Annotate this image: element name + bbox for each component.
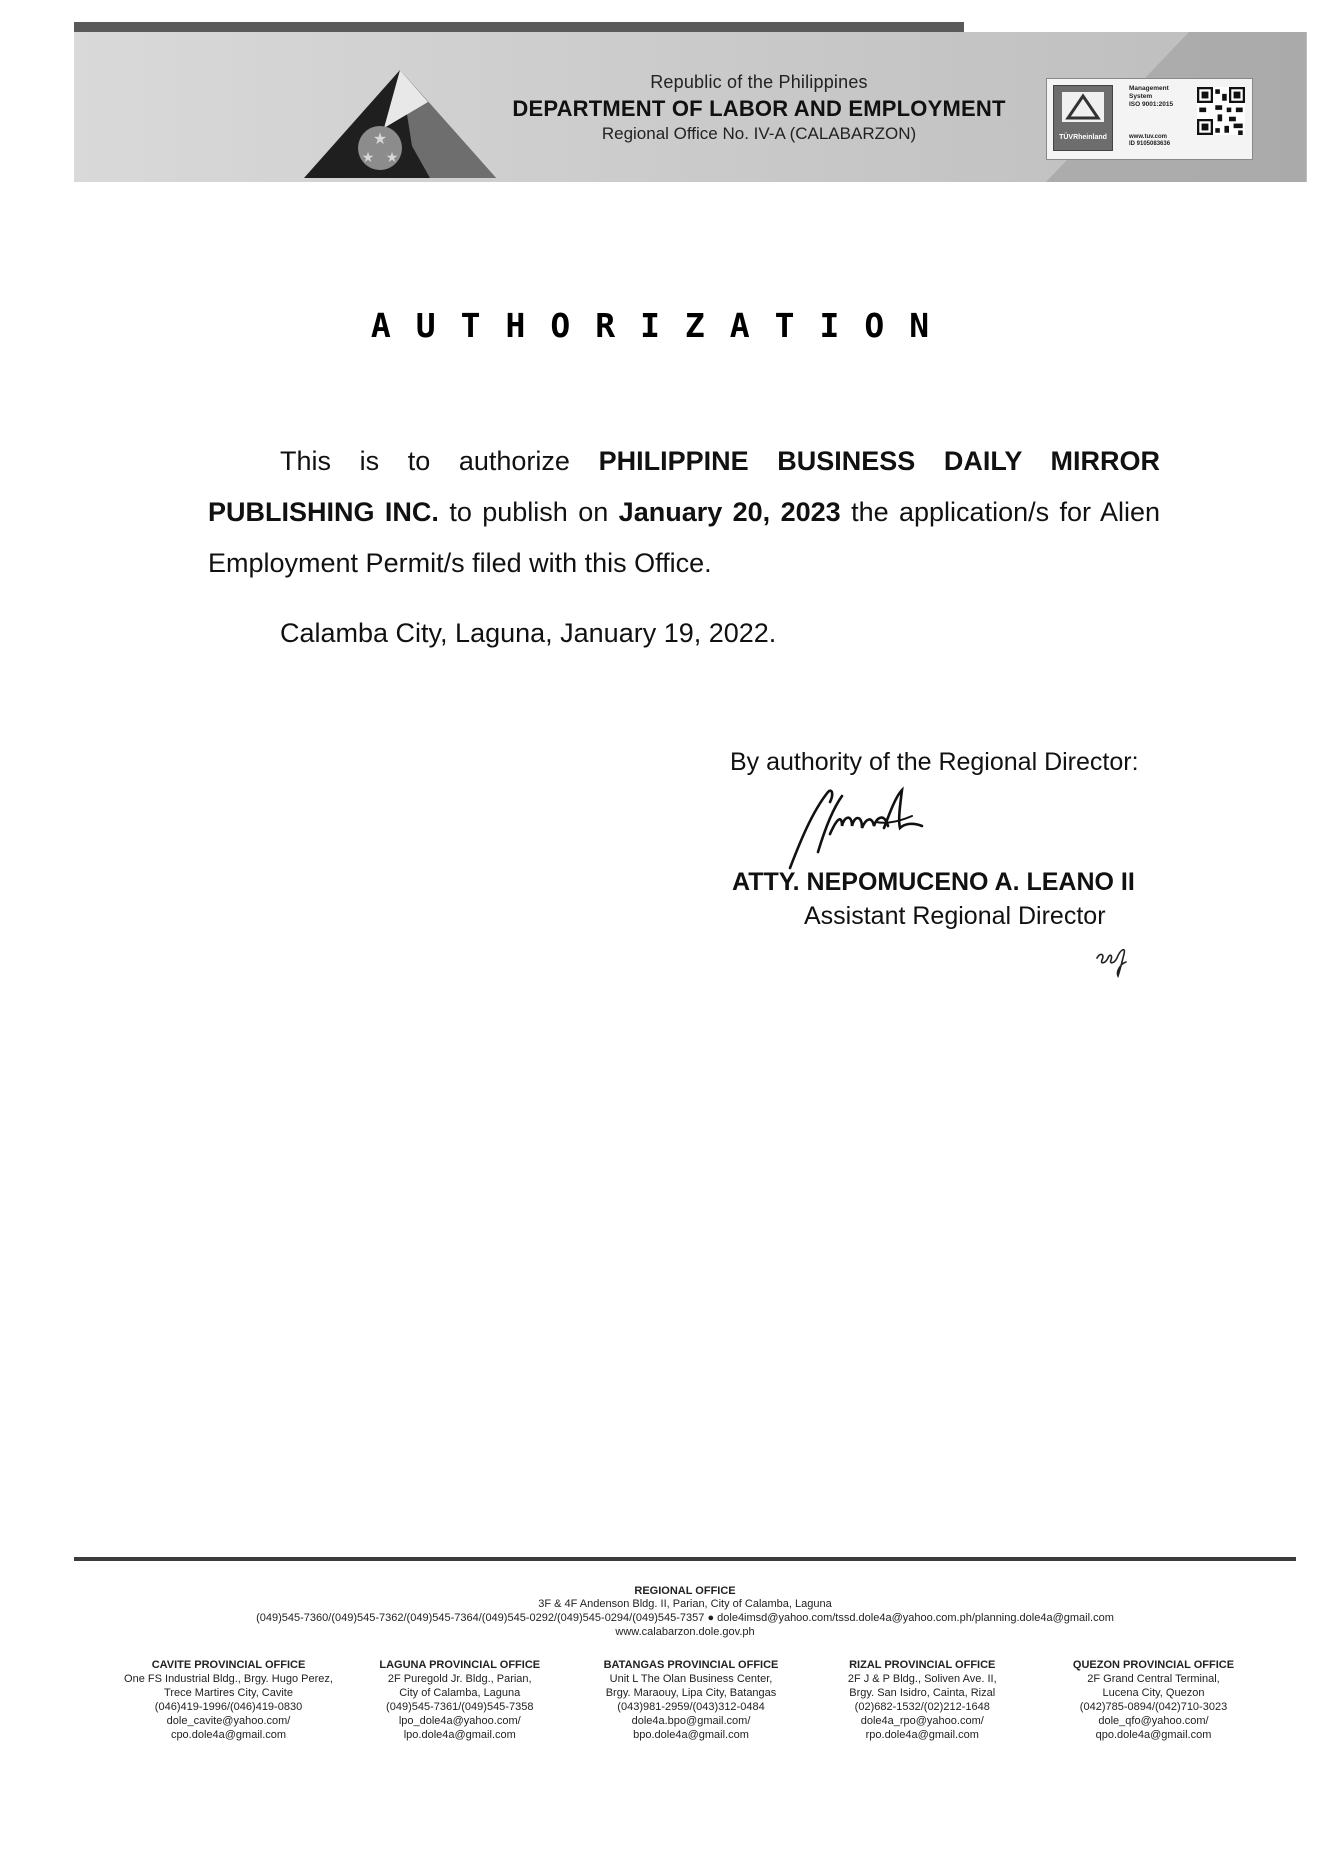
- regional-office-block: [74, 1585, 1296, 1639]
- provincial-office-line: (043)981-2959/(043)312-0484: [617, 1701, 765, 1713]
- provincial-office-line: (02)682-1532/(02)212-1648: [854, 1701, 990, 1713]
- provincial-office-line: City of Calamba, Laguna: [399, 1687, 521, 1699]
- tuv-triangle-icon: [1054, 86, 1112, 128]
- cert-url: [1129, 134, 1170, 148]
- provincial-office-line: (042)785-0894/(042)710-3023: [1079, 1701, 1228, 1713]
- tuv-mark: [1053, 85, 1113, 151]
- provincial-office-line: rpo.dole4a@gmail.com: [865, 1729, 979, 1741]
- qr-code-icon: [1197, 87, 1245, 135]
- para-suffix: the application/s for Alien Employment Permit/s filed with this Office.: [208, 497, 1160, 578]
- regional-office-title: REGIONAL OFFICE: [634, 1585, 736, 1597]
- provincial-office-line: 2F J & P Bldg., Soliven Ave. II,: [847, 1673, 997, 1685]
- provincial-office-name: BATANGAS PROVINCIAL OFFICE: [603, 1659, 779, 1671]
- provincial-office-name: RIZAL PROVINCIAL OFFICE: [849, 1659, 996, 1671]
- iso-certification-badge: [1046, 78, 1253, 160]
- provincial-office-line: qpo.dole4a@gmail.com: [1095, 1729, 1212, 1741]
- authorization-paragraph: [208, 436, 1160, 589]
- company-name: PHILIPPINE BUSINESS DAILY MIRROR PUBLISHING INC.: [208, 446, 1160, 527]
- provincial-office-line: Unit L The Olan Business Center,: [609, 1673, 773, 1685]
- cert-url-line: www.tuv.com: [1129, 134, 1168, 140]
- provincial-office-line: lpo.dole4a@gmail.com: [403, 1729, 516, 1741]
- provincial-office-line: bpo.dole4a@gmail.com: [633, 1729, 749, 1741]
- letterhead-republic: Republic of the Philippines: [650, 72, 868, 92]
- provincial-office-line: dole4a.bpo@gmail.com/: [631, 1715, 751, 1727]
- letterhead: [74, 22, 1307, 182]
- handwritten-initials-icon: [1094, 944, 1130, 978]
- provincial-offices: [116, 1658, 1266, 1742]
- svg-text:★: ★: [385, 149, 399, 165]
- provincial-office-line: 2F Puregold Jr. Bldg., Parian,: [387, 1673, 532, 1685]
- cert-line: System: [1129, 93, 1153, 100]
- provincial-office-line: lpo_dole4a@yahoo.com/: [398, 1715, 521, 1727]
- regional-office-website: www.calabarzon.dole.gov.ph: [615, 1626, 755, 1638]
- letterhead-text: [454, 72, 1064, 144]
- provincial-office-laguna: [347, 1658, 572, 1742]
- cert-url-line: ID 9105083636: [1129, 141, 1171, 147]
- svg-text:★: ★: [372, 131, 388, 148]
- provincial-office-line: dole4a_rpo@yahoo.com/: [860, 1715, 984, 1727]
- provincial-office-line: 2F Grand Central Terminal,: [1087, 1673, 1220, 1685]
- letterhead-top-bar: [74, 22, 964, 32]
- provincial-office-line: (046)419-1996/(046)419-0830: [154, 1701, 303, 1713]
- provincial-office-line: dole_qfo@yahoo.com/: [1098, 1715, 1209, 1727]
- publish-date: January 20, 2023: [618, 497, 841, 527]
- document-title: AUTHORIZATION: [370, 306, 955, 345]
- provincial-office-cavite: [116, 1658, 341, 1742]
- provincial-office-line: One FS Industrial Bldg., Brgy. Hugo Perez,: [124, 1673, 333, 1685]
- provincial-office-batangas: [579, 1658, 804, 1742]
- signature-icon: [772, 782, 942, 872]
- letterhead-department: DEPARTMENT OF LABOR AND EMPLOYMENT: [512, 96, 1006, 121]
- provincial-office-line: Brgy. San Isidro, Cainta, Rizal: [849, 1687, 996, 1699]
- provincial-office-line: cpo.dole4a@gmail.com: [170, 1729, 287, 1741]
- regional-office-address: 3F & 4F Andenson Bldg. II, Parian, City of Calamba, Laguna: [538, 1598, 832, 1610]
- provincial-office-quezon: [1041, 1658, 1266, 1742]
- footer-rule: [74, 1557, 1296, 1561]
- provincial-office-name: CAVITE PROVINCIAL OFFICE: [151, 1659, 306, 1671]
- provincial-office-line: dole_cavite@yahoo.com/: [166, 1715, 291, 1727]
- provincial-office-line: (049)545-7361/(049)545-7358: [386, 1701, 534, 1713]
- cert-lines: [1129, 85, 1173, 109]
- cert-line: Management: [1129, 85, 1169, 92]
- cert-line: ISO 9001:2015: [1129, 101, 1174, 108]
- signer-title: Assistant Regional Director: [804, 902, 1106, 930]
- authority-line: By authority of the Regional Director:: [730, 748, 1139, 776]
- svg-text:★: ★: [361, 149, 375, 165]
- para-mid: to publish on: [438, 497, 619, 527]
- provincial-office-line: Trece Martires City, Cavite: [164, 1687, 293, 1699]
- letterhead-region: Regional Office No. IV-A (CALABARZON): [601, 124, 917, 143]
- provincial-office-name: QUEZON PROVINCIAL OFFICE: [1072, 1659, 1235, 1671]
- tuv-brand: TÜVRheinland: [1059, 134, 1107, 141]
- provincial-office-rizal: [810, 1658, 1035, 1742]
- signer-name: ATTY. NEPOMUCENO A. LEANO II: [732, 868, 1135, 896]
- para-prefix: This is to authorize: [280, 446, 599, 476]
- provincial-office-line: Brgy. Maraouy, Lipa City, Batangas: [605, 1687, 777, 1699]
- provincial-office-line: Lucena City, Quezon: [1102, 1687, 1205, 1699]
- regional-office-contacts: (049)545-7360/(049)545-7362/(049)545-7364/(049)545-0292/(049)545-0294/(049)545-7357 ● dole4imsd@yahoo.com/tssd.dole4a@yahoo.com.ph/planning.dole4a@gmail.com: [256, 1612, 1114, 1624]
- provincial-office-name: LAGUNA PROVINCIAL OFFICE: [379, 1659, 541, 1671]
- place-and-date: Calamba City, Laguna, January 19, 2022.: [280, 618, 777, 648]
